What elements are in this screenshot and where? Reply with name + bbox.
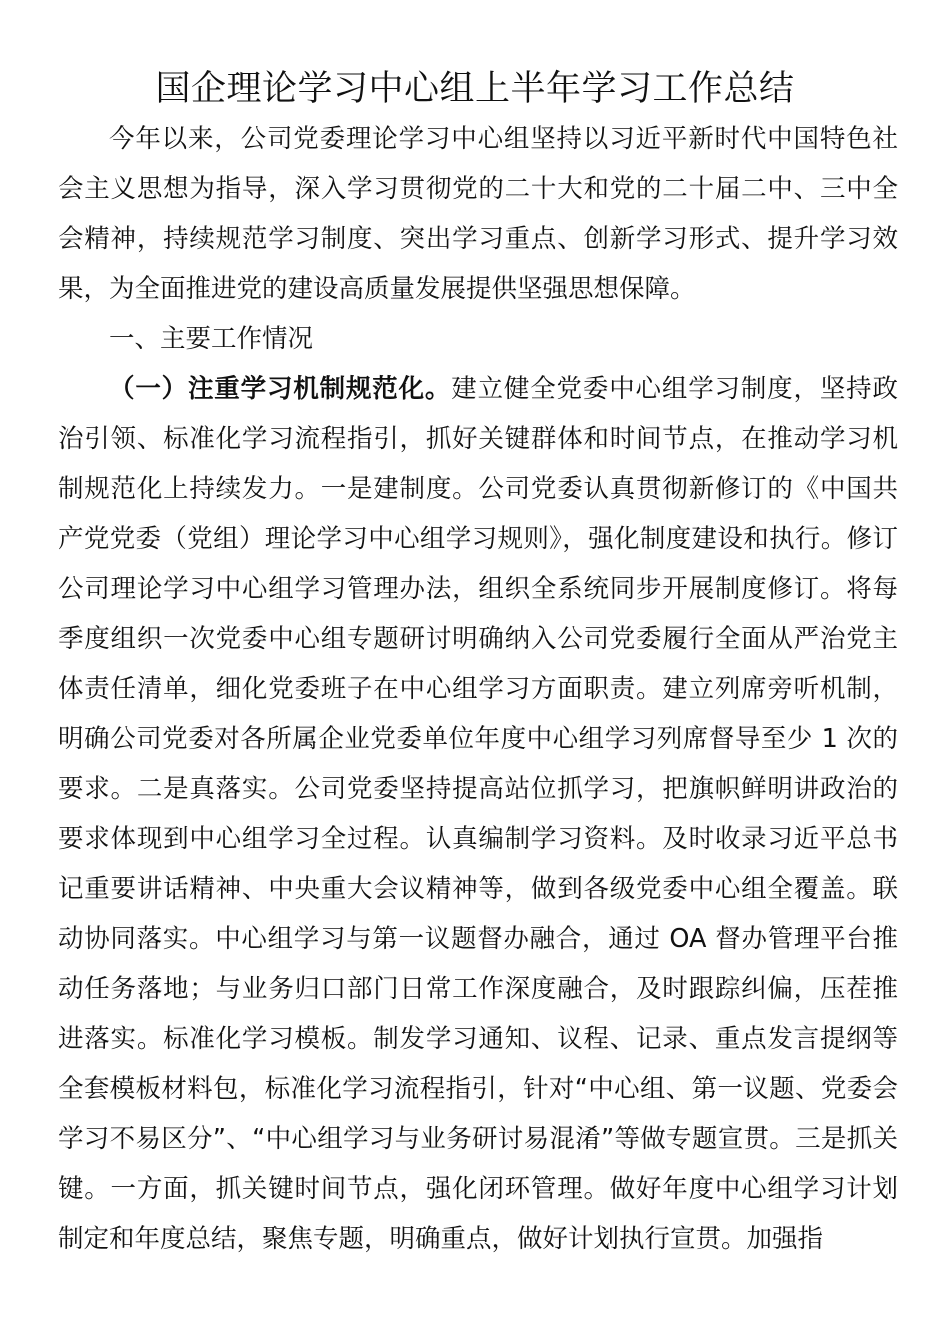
section-heading: 一、主要工作情况 [109, 324, 314, 354]
subsection-text: 建立健全党委中心组学习制度，坚持政治引领、标准化学习流程指引，抓好关键群体和时间节点，在推动学习机制规范化上持续发力。一是建制度。公司党委认真贯彻新修订的《中国共产党党委（党组）理论学习中心组学习规则》，强化制度建设和执行。修订公司理论学习中心组学习管理办法，组织全系统同步开展制度修订。将每季度组织一次党委中心组专题研讨明确纳入公司党委履行全面从严治党主体责任清单，细化党委班子在中心组学习方面职责。建立列席旁听机制，明确公司党委对各所属企业党委单位年度中心组学习列席督导至少 1 次的要求。二是真落实。公司党委坚持提高站位抓学习，把旗帜鲜明讲政治的要求体现到中心组学习全过程。认真编制学习资料。及时收录习近平总书记重要讲话精神、中央重大会议精神等，做到各级党委中心组全覆盖。联动协同落实。中心组学习与第一议题督办融合，通过 OA 督办管理平台推动任务落地；与业务归口部门日常工作深度融合，及时跟踪纠偏，压茬推进落实。标准化学习模板。制发学习通知、议程、记录、重点发言提纲等全套模板材料包，标准化学习流程指引，针对“中心组、第一议题、党委会学习不易区分”、“中心组学习与业务研讨易混淆”等做专题宣贯。三是抓关键。一方面，抓关键时间节点，强化闭环管理。做好年度中心组学习计划制定和年度总结，聚焦专题，明确重点，做好计划执行宣贯。加强指 [58, 374, 898, 1254]
subsection-paragraph [58, 364, 898, 1264]
document-body [58, 114, 898, 1264]
subsection-lead: （一）注重学习机制规范化。 [109, 374, 452, 404]
document-title: 国企理论学习中心组上半年学习工作总结 [155, 69, 795, 109]
intro-paragraph: 今年以来，公司党委理论学习中心组坚持以习近平新时代中国特色社会主义思想为指导，深入学习贯彻党的二十大和党的二十届二中、三中全会精神，持续规范学习制度、突出学习重点、创新学习形式、提升学习效果，为全面推进党的建设高质量发展提供坚强思想保障。 [58, 124, 898, 304]
